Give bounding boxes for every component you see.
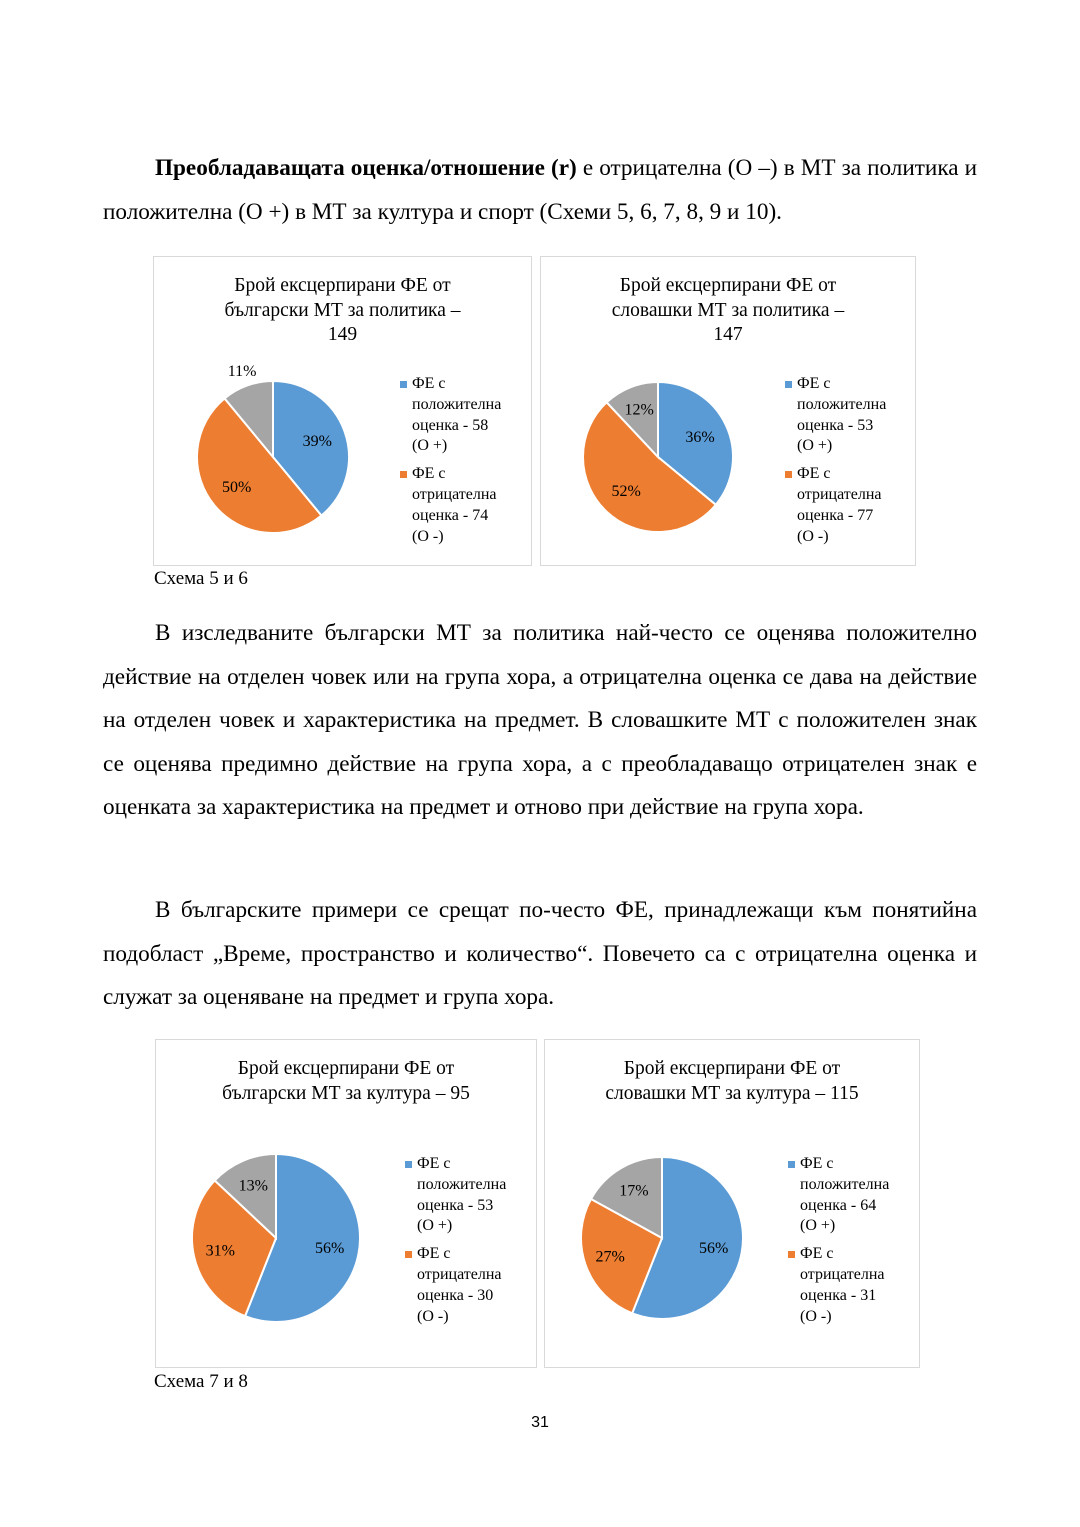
- page-number: 31: [531, 1414, 549, 1431]
- legend-line: положителна: [412, 395, 502, 413]
- pie-label-positive: 56%: [314, 1240, 345, 1258]
- chart-title-line: български МТ за култура – 95: [222, 1082, 470, 1104]
- legend-swatch-positive: [788, 1161, 795, 1168]
- legend-line: (О +): [417, 1217, 453, 1235]
- chart-title-line: Брой ексцерпирани ФЕ от: [619, 275, 837, 296]
- chart-title-line: Брой ексцерпирани ФЕ от: [237, 1058, 455, 1079]
- legend-line: положителна: [417, 1175, 507, 1193]
- legend-line: оценка - 74: [412, 506, 489, 524]
- paragraph-1: [103, 147, 977, 234]
- legend-line: положителна: [797, 395, 887, 413]
- chart-title-line: 149: [327, 324, 358, 345]
- paragraph-1-bold: Преобладаващата оценка/отношение (r): [155, 155, 577, 181]
- legend-line: оценка - 53: [797, 416, 874, 434]
- pie-label-negative: 31%: [205, 1242, 235, 1260]
- legend-line: отрицателна: [797, 485, 882, 503]
- legend-line: (О -): [800, 1307, 832, 1325]
- legend-line: (О +): [412, 437, 448, 455]
- legend-line: отрицателна: [412, 485, 497, 503]
- chart-title-line: български МТ за политика –: [224, 299, 461, 321]
- legend-item-positive: [400, 374, 501, 457]
- chart-4-legend: [788, 1154, 889, 1334]
- legend-line: оценка - 77: [797, 506, 874, 524]
- legend-item-negative: [785, 464, 886, 547]
- pie-label-other: 17%: [619, 1182, 649, 1200]
- legend-line: оценка - 53: [417, 1196, 494, 1214]
- pie-label-negative: 52%: [611, 482, 641, 500]
- legend-line: оценка - 30: [417, 1286, 494, 1304]
- legend-swatch-positive: [785, 381, 792, 388]
- legend-swatch-negative: [785, 471, 792, 478]
- legend-item-negative: [788, 1244, 889, 1327]
- legend-item-positive: [405, 1154, 506, 1237]
- legend-swatch-negative: [405, 1251, 412, 1258]
- legend-swatch-positive: [400, 381, 407, 388]
- chart-2-legend: [785, 374, 886, 554]
- paragraph-3: В българските примери се срещат по-често ФЕ, принадлежащи към понятийна подобласт „Време, пространство и количество“. Повечето са с отрицателна оценка и служат за оценяване на предмет и група хора.: [103, 897, 977, 1010]
- legend-line: ФЕ с: [800, 1155, 834, 1172]
- legend-line: ФЕ с: [797, 465, 831, 483]
- legend-item-positive: [788, 1154, 889, 1237]
- pie-label-positive: 39%: [302, 433, 332, 451]
- legend-line: отрицателна: [800, 1265, 885, 1283]
- pie-label-negative: 50%: [222, 479, 252, 497]
- legend-line: ФЕ с: [412, 465, 446, 483]
- paragraph-1-text: е отрицателна (О –) в МТ за политика и положителна (О +) в МТ за култура и спорт (Схеми 5, 6, 7, 8, 9 и 10).: [103, 155, 978, 225]
- pie-label-positive: 56%: [699, 1239, 729, 1257]
- legend-swatch-negative: [400, 471, 407, 478]
- chart-title-line: Брой ексцерпирани ФЕ от: [623, 1058, 841, 1079]
- chart-2: [540, 256, 916, 566]
- legend-line: отрицателна: [417, 1265, 502, 1283]
- chart-1: [153, 256, 532, 566]
- chart-1-legend: [400, 374, 501, 554]
- legend-line: (О -): [417, 1307, 449, 1325]
- legend-swatch-positive: [405, 1161, 412, 1168]
- pie-label-positive: 36%: [685, 429, 715, 447]
- legend-item-negative: [400, 464, 501, 547]
- legend-item-positive: [785, 374, 886, 457]
- pie-label-negative: 27%: [595, 1248, 625, 1266]
- legend-line: (О -): [797, 527, 829, 545]
- caption-schema-5-6: Схема 5 и 6: [154, 568, 248, 589]
- legend-line: ФЕ с: [417, 1245, 451, 1263]
- chart-title-line: словашки МТ за култура – 115: [605, 1082, 859, 1104]
- legend-line: оценка - 64: [800, 1196, 877, 1214]
- legend-line: оценка - 58: [412, 416, 489, 434]
- chart-3-legend: [405, 1154, 506, 1334]
- chart-3: [155, 1039, 537, 1368]
- legend-line: (О -): [412, 527, 444, 545]
- legend-line: положителна: [800, 1175, 890, 1193]
- legend-line: (О +): [800, 1217, 836, 1235]
- pie-label-other: 13%: [238, 1177, 268, 1195]
- chart-title-line: Брой ексцерпирани ФЕ от: [234, 275, 451, 296]
- legend-line: (О +): [797, 437, 833, 455]
- chart-title-line: 147: [713, 324, 743, 345]
- legend-line: оценка - 31: [800, 1286, 877, 1304]
- pie-label-other: 11%: [227, 363, 257, 381]
- pie-label-other: 12%: [624, 401, 654, 419]
- legend-swatch-negative: [788, 1251, 795, 1258]
- legend-item-negative: [405, 1244, 506, 1327]
- paragraph-2: В изследваните български МТ за политика най-често се оценява положително действие на отделен човек или на група хора, а отрицателна оценка се дава на действие на отделен човек и характеристика на предмет. В словашките МТ с положителен знак се оценява предимно действие на група хора, а с преобладаващо отрицателен знак е оценката за характеристика на предмет и отново при действие на група хора.: [103, 620, 977, 820]
- legend-line: ФЕ с: [417, 1155, 451, 1172]
- legend-line: ФЕ с: [412, 375, 446, 392]
- legend-line: ФЕ с: [797, 375, 831, 392]
- caption-schema-7-8: Схема 7 и 8: [154, 1371, 248, 1392]
- chart-4: [544, 1039, 920, 1368]
- legend-line: ФЕ с: [800, 1245, 834, 1263]
- chart-title-line: словашки МТ за политика –: [611, 299, 845, 321]
